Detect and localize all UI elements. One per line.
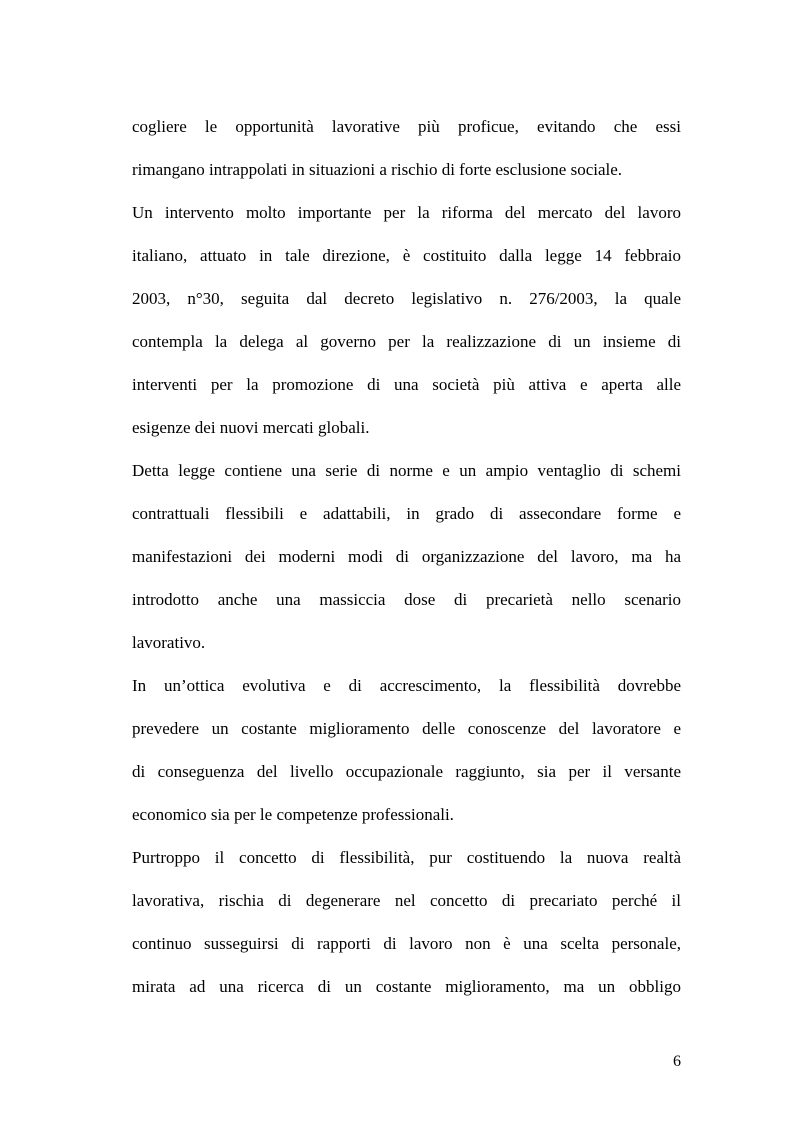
text-line: contrattuali flessibili e adattabili, in grado di assecondare forme e — [132, 504, 681, 523]
page-number: 6 — [673, 1053, 681, 1070]
text-line: prevedere un costante miglioramento delle conoscenze del lavoratore e — [132, 719, 681, 738]
text-line: Detta legge contiene una serie di norme e un ampio ventaglio di schemi — [132, 461, 681, 480]
text-line: lavorativa, rischia di degenerare nel concetto di precariato perché il — [132, 891, 681, 910]
text-line: cogliere le opportunità lavorative più proficue, evitando che essi — [132, 117, 681, 136]
text-line: introdotto anche una massiccia dose di precarietà nello scenario — [132, 590, 681, 609]
text-line: rimangano intrappolati in situazioni a rischio di forte esclusione sociale. — [132, 160, 623, 179]
text-line: lavorativo. — [132, 633, 206, 652]
text-line: Purtroppo il concetto di flessibilità, pur costituendo la nuova realtà — [132, 848, 681, 867]
text-line: esigenze dei nuovi mercati globali. — [132, 418, 370, 437]
text-line: continuo susseguirsi di rapporti di lavoro non è una scelta personale, — [132, 934, 681, 953]
text-line: 2003, n°30, seguita dal decreto legislativo n. 276/2003, la quale — [132, 289, 681, 308]
text-line: interventi per la promozione di una società più attiva e aperta alle — [132, 375, 681, 394]
text-line: di conseguenza del livello occupazionale raggiunto, sia per il versante — [132, 762, 681, 781]
text-line: manifestazioni dei moderni modi di organizzazione del lavoro, ma ha — [132, 547, 681, 566]
text-line: contempla la delega al governo per la realizzazione di un insieme di — [132, 332, 681, 351]
text-line: economico sia per le competenze professionali. — [132, 805, 454, 824]
text-line: In un’ottica evolutiva e di accrescimento, la flessibilità dovrebbe — [132, 676, 681, 695]
text-line: Un intervento molto importante per la riforma del mercato del lavoro — [132, 203, 681, 222]
text-line: mirata ad una ricerca di un costante miglioramento, ma un obbligo — [132, 977, 681, 996]
body-text — [132, 108, 681, 1011]
text-line: italiano, attuato in tale direzione, è costituito dalla legge 14 febbraio — [132, 246, 681, 265]
